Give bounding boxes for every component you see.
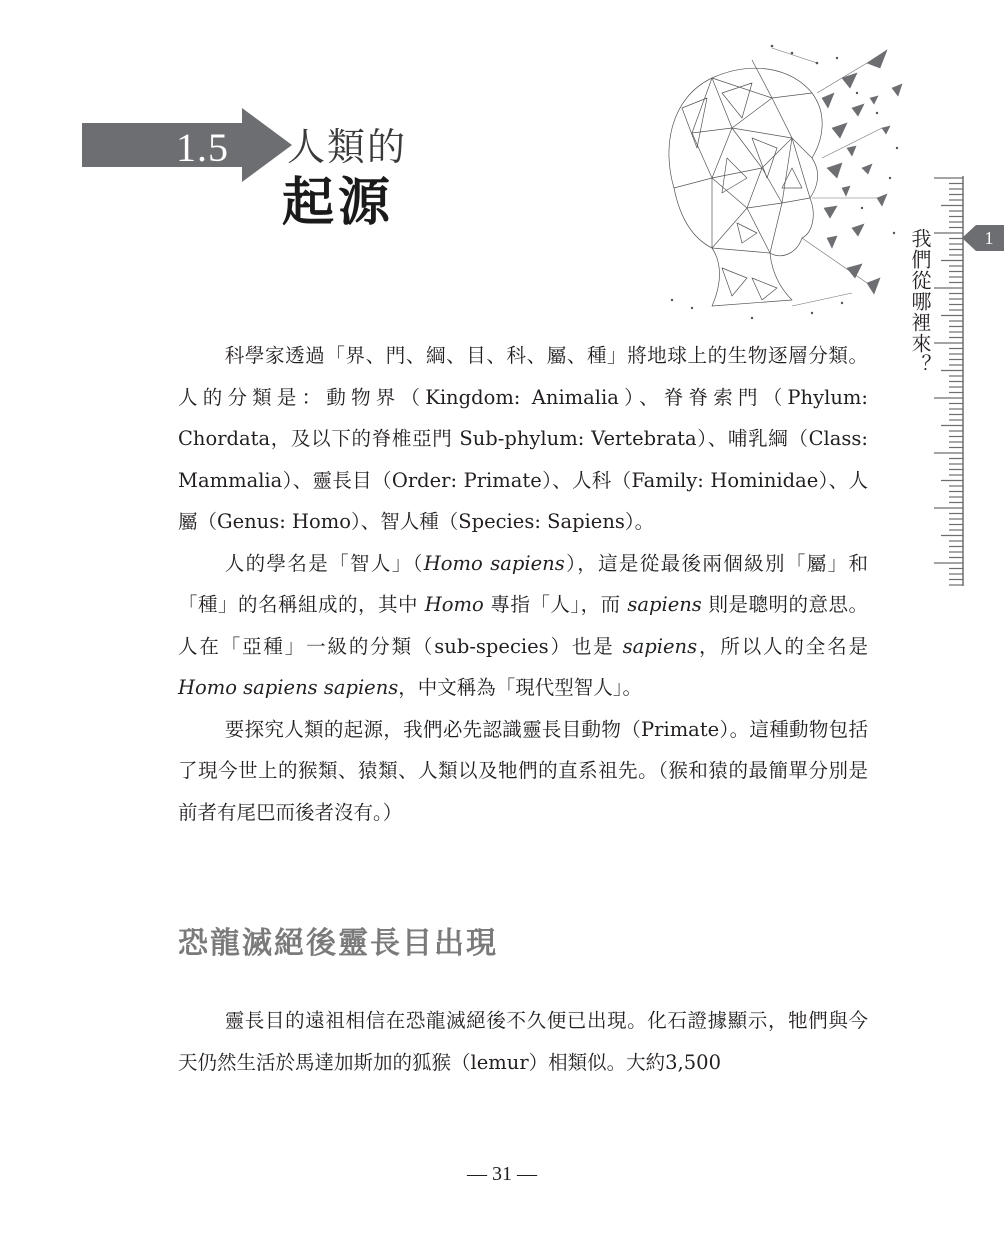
page-number: — 31 — — [467, 1163, 537, 1185]
paragraph — [178, 709, 868, 834]
text-run: 人的學名是「智人」（ — [224, 551, 424, 575]
text-run: ），這是從最後兩個級別「屬」和「種」的名稱組成的，其中 — [178, 551, 868, 616]
latin-term: Homo sapiens — [423, 551, 565, 575]
paragraph — [178, 543, 868, 709]
chapter-ruler — [934, 176, 964, 586]
wireframe-head-illustration — [652, 38, 908, 328]
latin-term: Homo sapiens sapiens — [178, 676, 399, 699]
text-run: 要探究人類的起源，我們必先認識靈長目動物（Primate）。這種動物包括了現今世上的猴類、猿類、人類以及牠們的直系祖先。（猴和猿的最簡單分別是前者有尾巴而後者沒有。） — [178, 717, 868, 824]
section-title-line1: 人類的 — [287, 125, 408, 169]
text-run: ，中文稱為「現代型智人」。 — [398, 676, 643, 699]
chapter-title: 我們從哪裡來？ — [908, 228, 932, 375]
body-text-section-2 — [178, 1000, 868, 1083]
latin-term: Homo — [424, 593, 484, 616]
text-run: 科學家透過「界、門、綱、目、科、屬、種」將地球上的生物逐層分類。人的分類是：動物界（Kingdom: Animalia）、脊脊索門（Phylum: Chordata，及以下的脊椎亞門 Sub-phylum: Vertebrata）、哺乳綱（Class: Mammalia）、靈長目（Order: Primate）、人科（Family: Hominidae）、人屬（Genus: Homo）、智人種（Species: Sapiens）。 — [178, 344, 868, 533]
section-title-line2: 起源 — [282, 172, 395, 233]
text-run: ，所以人的全名是 — [697, 634, 868, 658]
text-run: 則是聰明的意思。人在「亞種」一級的分類（sub-species）也是 — [178, 593, 869, 658]
latin-term: sapiens — [627, 593, 702, 616]
chapter-number: 1 — [984, 228, 994, 248]
subheading: 恐龍滅絕後靈長目出現 — [178, 926, 498, 961]
latin-term: sapiens — [622, 634, 698, 658]
paragraph — [178, 335, 868, 543]
text-run: 靈長目的遠祖相信在恐龍滅絕後不久便已出現。化石證據顯示，牠們與今天仍然生活於馬達加斯加的狐猴（lemur）相類似。大約3,500 — [178, 1009, 868, 1074]
body-text-section-1 — [178, 335, 868, 833]
section-number: 1.5 — [176, 125, 229, 170]
paragraph — [178, 1000, 868, 1083]
text-run: 專指「人」，而 — [483, 593, 628, 616]
